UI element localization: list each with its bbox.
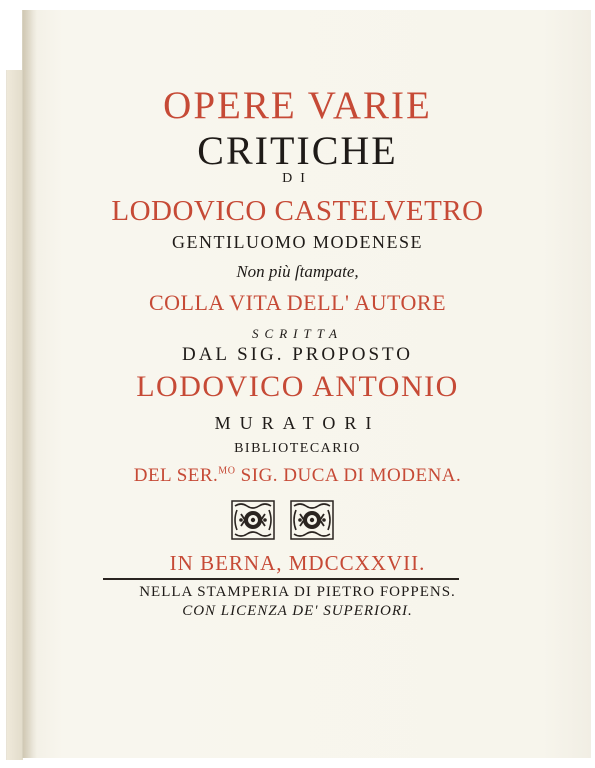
duke-sup: MO [218, 465, 236, 477]
duke-pre: DEL SER. [133, 465, 219, 486]
printer-ornament-icon [290, 500, 334, 540]
duke-line [0, 465, 595, 487]
title-line-1: OPERE VARIE [163, 84, 432, 127]
title-di: DI [282, 171, 313, 186]
biographer-name: LODOVICO ANTONIO [136, 370, 459, 403]
imprint-printer: NELLA STAMPERIA DI PIETRO FOPPENS. [139, 584, 456, 600]
biographer-role: BIBLIOTECARIO [234, 441, 361, 456]
duke-post: SIG. DUCA DI MODENA. [235, 465, 462, 486]
imprint-rule [103, 578, 459, 580]
edition-note: Non più ſtampate, [236, 262, 359, 281]
dal-sig: DAL SIG. PROPOSTO [181, 344, 413, 365]
imprint-license: CON LICENZA DE' SUPERIORI. [182, 603, 413, 619]
author-title: GENTILUOMO MODENESE [172, 232, 423, 252]
printer-ornament-icon [231, 500, 275, 540]
biographer-surname: MURATORI [214, 413, 381, 433]
imprint-place-date: IN BERNA, MDCCXXVII. [169, 551, 426, 575]
author-name: LODOVICO CASTELVETRO [111, 195, 484, 227]
subtitle: COLLA VITA DELL' AUTORE [148, 290, 447, 315]
scritta: SCRITTA [252, 326, 343, 341]
title-line-2: CRITICHE [197, 128, 398, 173]
